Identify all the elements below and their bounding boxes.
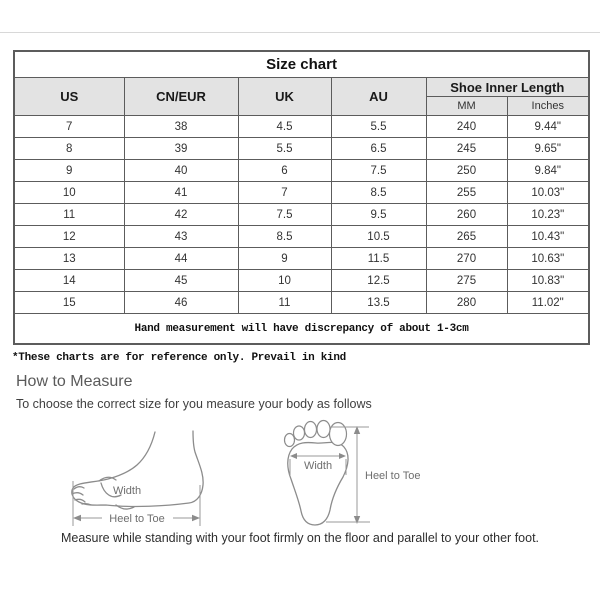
size-cell: 7.5 <box>331 160 426 182</box>
col-header-au: AU <box>331 78 426 116</box>
sole-width-label: Width <box>303 460 333 472</box>
table-row <box>14 226 589 248</box>
size-cell: 9.44" <box>507 116 589 138</box>
sole-heel-to-toe-label: Heel to Toe <box>365 470 421 482</box>
reference-note: *These charts are for reference only. Prevail in kind <box>12 352 346 364</box>
size-cell: 10.23" <box>507 204 589 226</box>
size-cell: 10.63" <box>507 248 589 270</box>
side-heel-to-toe-label: Heel to Toe <box>109 513 165 525</box>
size-cell: 10 <box>238 270 331 292</box>
size-cell: 5.5 <box>238 138 331 160</box>
size-cell: 250 <box>426 160 507 182</box>
size-cell: 10.83" <box>507 270 589 292</box>
size-cell: 11.5 <box>331 248 426 270</box>
table-row <box>14 160 589 182</box>
measure-caption: Measure while standing with your foot firmly on the floor and parallel to your other foot. <box>60 531 540 545</box>
size-cell: 275 <box>426 270 507 292</box>
foot-side-view-drawing <box>72 431 203 526</box>
size-cell: 11 <box>238 292 331 314</box>
size-chart-table <box>13 50 590 345</box>
size-cell: 46 <box>124 292 238 314</box>
col-header-mm: MM <box>426 97 507 116</box>
header-row <box>14 78 589 97</box>
col-header-inches: Inches <box>507 97 589 116</box>
sole-width-arrowhead-right <box>339 453 346 459</box>
foot-toe-lines <box>72 487 91 505</box>
size-cell: 10.43" <box>507 226 589 248</box>
size-cell: 4.5 <box>238 116 331 138</box>
col-header-shoe-inner-length: Shoe Inner Length <box>426 78 589 97</box>
size-cell: 255 <box>426 182 507 204</box>
size-cell: 9.5 <box>331 204 426 226</box>
table-row <box>14 248 589 270</box>
top-divider <box>0 32 600 33</box>
size-cell: 39 <box>124 138 238 160</box>
size-cell: 42 <box>124 204 238 226</box>
col-header-uk: UK <box>238 78 331 116</box>
size-cell: 240 <box>426 116 507 138</box>
table-title: Size chart <box>14 51 589 78</box>
size-cell: 13.5 <box>331 292 426 314</box>
measurement-note: Hand measurement will have discrepancy of about 1-3cm <box>14 314 589 345</box>
size-cell: 6 <box>238 160 331 182</box>
size-cell: 11 <box>14 204 124 226</box>
arrowhead-right <box>192 515 200 521</box>
third-toe <box>305 422 317 438</box>
size-cell: 10.5 <box>331 226 426 248</box>
size-cell: 41 <box>124 182 238 204</box>
size-cell: 12 <box>14 226 124 248</box>
size-cell: 13 <box>14 248 124 270</box>
size-cell: 15 <box>14 292 124 314</box>
size-cell: 10.03" <box>507 182 589 204</box>
size-cell: 9 <box>238 248 331 270</box>
size-cell: 260 <box>426 204 507 226</box>
side-width-label: Width <box>112 485 142 497</box>
size-cell: 7 <box>14 116 124 138</box>
size-cell: 8.5 <box>238 226 331 248</box>
size-cell: 7.5 <box>238 204 331 226</box>
size-cell: 7 <box>238 182 331 204</box>
size-cell: 38 <box>124 116 238 138</box>
size-cell: 12.5 <box>331 270 426 292</box>
size-cell: 44 <box>124 248 238 270</box>
size-cell: 280 <box>426 292 507 314</box>
size-table-body <box>14 116 589 314</box>
size-cell: 11.02" <box>507 292 589 314</box>
table-row <box>14 270 589 292</box>
col-header-us: US <box>14 78 124 116</box>
size-cell: 5.5 <box>331 116 426 138</box>
size-cell: 6.5 <box>331 138 426 160</box>
size-cell: 245 <box>426 138 507 160</box>
measurement-diagram <box>40 418 600 548</box>
foot-sole-view-drawing <box>285 421 421 526</box>
big-toe <box>330 423 347 446</box>
col-header-cneur: CN/EUR <box>124 78 238 116</box>
title-row <box>14 51 589 78</box>
size-cell: 9.65" <box>507 138 589 160</box>
size-cell: 45 <box>124 270 238 292</box>
fourth-toe <box>294 426 305 440</box>
table-row <box>14 138 589 160</box>
size-cell: 270 <box>426 248 507 270</box>
table-row <box>14 292 589 314</box>
arrowhead-left <box>73 515 81 521</box>
little-toe <box>285 434 295 447</box>
size-cell: 10 <box>14 182 124 204</box>
size-cell: 14 <box>14 270 124 292</box>
size-cell: 8.5 <box>331 182 426 204</box>
size-cell: 40 <box>124 160 238 182</box>
sole-width-arrowhead-left <box>290 453 297 459</box>
size-cell: 265 <box>426 226 507 248</box>
note-row <box>14 314 589 345</box>
table-row <box>14 204 589 226</box>
how-to-measure-subtitle: To choose the correct size for you measure your body as follows <box>16 397 372 411</box>
sole-length-arrowhead-bottom <box>354 516 360 524</box>
size-cell: 9.84" <box>507 160 589 182</box>
size-cell: 43 <box>124 226 238 248</box>
second-toe <box>317 421 330 438</box>
table-row <box>14 116 589 138</box>
size-cell: 9 <box>14 160 124 182</box>
how-to-measure-heading: How to Measure <box>16 373 133 390</box>
size-cell: 8 <box>14 138 124 160</box>
table-row <box>14 182 589 204</box>
